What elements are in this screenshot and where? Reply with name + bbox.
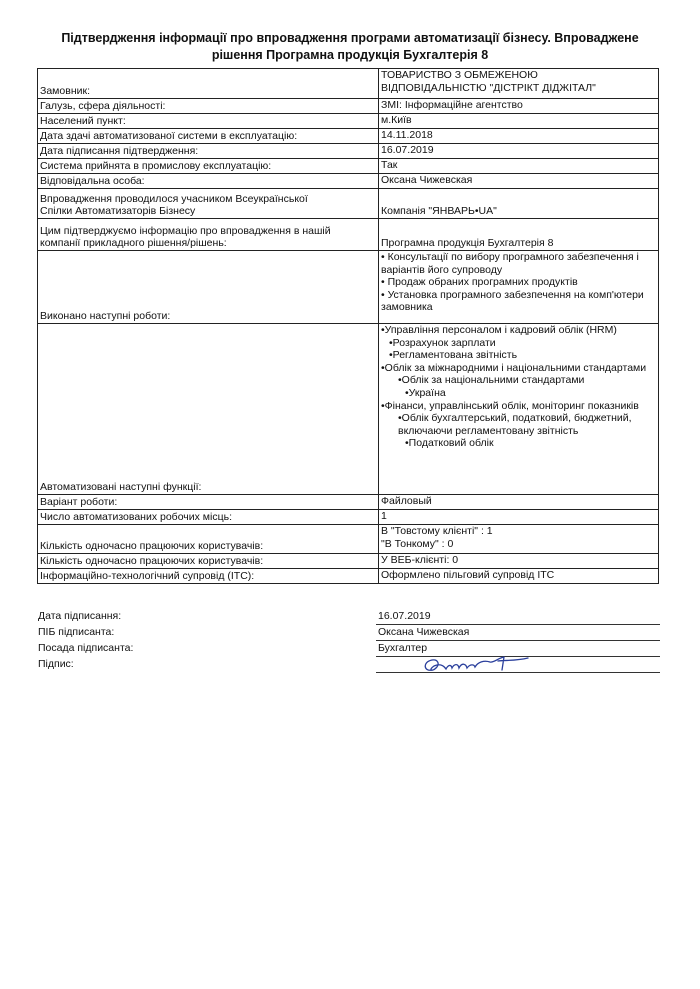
- row-label: Автоматизовані наступні функції:: [38, 324, 379, 495]
- row-value: У ВЕБ-клієнті: 0: [379, 554, 659, 569]
- list-item: •Розрахунок зарплати: [389, 336, 496, 349]
- table-row: [38, 324, 659, 495]
- row-label: Впровадження проводилося учасником Всеукраїнської Спілки Автоматизаторів Бізнесу: [38, 189, 379, 219]
- confirmation-table: [37, 68, 659, 584]
- signature-row: [38, 658, 660, 672]
- row-label: Інформаційно-технологічний супровід (ІТС):: [38, 569, 379, 584]
- table-row: [38, 495, 659, 510]
- table-row: [38, 569, 659, 584]
- table-row: [38, 174, 659, 189]
- row-label: Число автоматизованих робочих місць:: [38, 510, 379, 525]
- row-label: Дата підписання підтвердження:: [38, 144, 379, 159]
- table-row: [38, 129, 659, 144]
- table-row: [38, 189, 659, 219]
- row-value: Компанія "ЯНВАРЬ•UA": [379, 189, 659, 219]
- row-label: Варіант роботи:: [38, 495, 379, 510]
- list-item: • Продаж обраних програмних продуктів: [381, 276, 578, 289]
- list-item: • Консультації по вибору програмного забезпечення і варіантів його супроводу: [381, 251, 639, 276]
- table-row: [38, 69, 659, 99]
- list-item: •Облік бухгалтерський, податковий, бюджетний, включаючи регламентовану звітність: [398, 412, 632, 437]
- row-label: Відповідальна особа:: [38, 174, 379, 189]
- row-value: 16.07.2019: [379, 144, 659, 159]
- signer-name-value: Оксана Чижевская: [378, 626, 470, 638]
- table-row: [38, 144, 659, 159]
- signer-position-label: Посада підписанта:: [38, 642, 134, 654]
- row-label: Населений пункт:: [38, 114, 379, 129]
- table-row: [38, 510, 659, 525]
- table-row: [38, 159, 659, 174]
- signer-position-value: Бухгалтер: [378, 642, 428, 654]
- signing-date-value: 16.07.2019: [378, 610, 431, 622]
- list-item: •Фінанси, управлінський облік, моніторинг показників: [381, 399, 639, 412]
- table-row: [38, 114, 659, 129]
- works-list: [379, 251, 659, 324]
- signing-date-label: Дата підписання:: [38, 610, 122, 622]
- row-label: Цим підтверджуємо інформацію про впровадження в нашій компанії прикладного рішення/рішень:: [38, 219, 379, 251]
- row-value: Оксана Чижевская: [379, 174, 659, 189]
- signer-name-row: [38, 626, 660, 640]
- row-label: Виконано наступні роботи:: [38, 251, 379, 324]
- row-value: ЗМІ: Інформаційне агентство: [379, 99, 659, 114]
- row-value: 14.11.2018: [379, 129, 659, 144]
- row-value: Програмна продукція Бухгалтерія 8: [379, 219, 659, 251]
- table-row: [38, 99, 659, 114]
- table-row: [38, 554, 659, 569]
- row-value: Файловый: [379, 495, 659, 510]
- row-label: Кількість одночасно працюючих користувачів:: [38, 554, 379, 569]
- row-label: Галузь, сфера діяльності:: [38, 99, 379, 114]
- row-value: В "Товстому клієнті" : 1 "В Тонкому" : 0: [379, 525, 659, 554]
- signature-label: Підпис:: [38, 658, 74, 670]
- row-value: 1: [379, 510, 659, 525]
- underline: [376, 624, 660, 625]
- signing-date-row: [38, 610, 660, 624]
- list-item: •Облік за національними стандартами: [398, 374, 585, 387]
- list-item: • Установка програмного забезпечення на комп'ютери замовника: [381, 288, 644, 314]
- signer-name-label: ПІБ підписанта:: [38, 626, 115, 638]
- row-value: м.Київ: [379, 114, 659, 129]
- list-item: •Україна: [405, 386, 446, 399]
- list-item: •Регламентована звітність: [389, 349, 518, 362]
- row-value: Так: [379, 159, 659, 174]
- row-label: Дата здачі автоматизованої системи в експлуатацію:: [38, 129, 379, 144]
- table-row: [38, 525, 659, 554]
- document-title: Підтвердження інформації про впровадження програми автоматизації бізнесу. Впроваджене рішення Програмна продукція Бухгалтерія 8: [61, 31, 639, 62]
- row-value: Оформлено пільговий супровід ІТС: [379, 569, 659, 584]
- row-label: Кількість одночасно працюючих користувачів:: [38, 525, 379, 554]
- functions-list: [379, 324, 659, 495]
- list-item: •Податковий облік: [405, 437, 494, 450]
- row-value: ТОВАРИСТВО З ОБМЕЖЕНОЮ ВІДПОВІДАЛЬНІСТЮ "ДІСТРІКТ ДІДЖІТАЛ": [379, 69, 659, 99]
- table-row: [38, 219, 659, 251]
- signer-position-row: [38, 642, 660, 656]
- list-item: •Облік за міжнародними і національними стандартами: [381, 361, 647, 374]
- row-label: Замовник:: [38, 69, 379, 99]
- table-row: [38, 251, 659, 324]
- underline: [376, 640, 660, 641]
- row-label: Система прийнята в промислову експлуатацію:: [38, 159, 379, 174]
- list-item: •Управління персоналом і кадровий облік (HRM): [381, 324, 617, 336]
- handwritten-signature: [418, 652, 548, 678]
